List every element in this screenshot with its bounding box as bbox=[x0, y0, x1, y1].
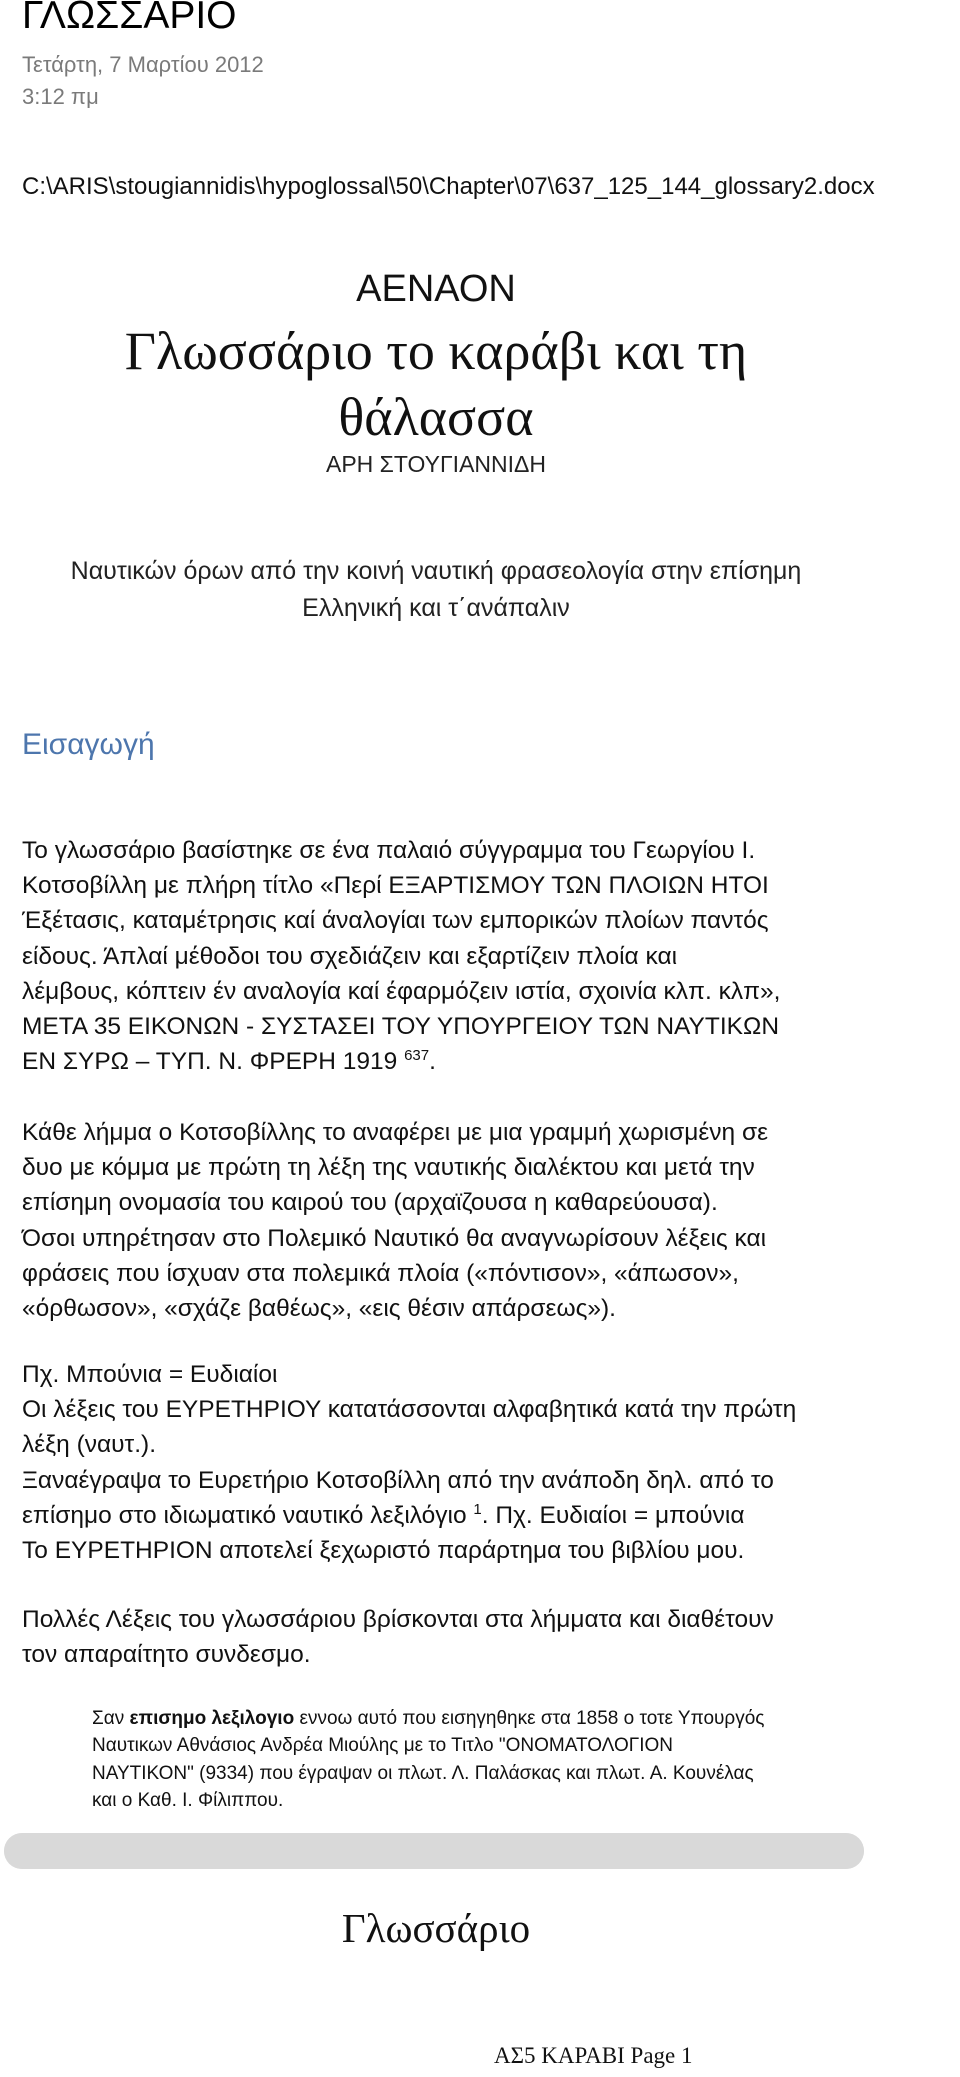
footnote-emphasis: επισημο λεξιλογιο bbox=[129, 1708, 295, 1729]
text-line: «όρθωσον», «σχάζε βαθέως», «εις θέσιν απάρσεως»). bbox=[22, 1295, 616, 1323]
text-line: Έξέτασις, καταμέτρησις καί άναλογίαι των εμπορικών πλοίων παντός bbox=[22, 907, 769, 935]
text-line: Κάθε λήμμα ο Κοτσοβίλλης το αναφέρει με μια γραμμή χωρισμένη σε bbox=[22, 1119, 768, 1146]
footnote-reference[interactable]: 1 bbox=[473, 1500, 482, 1518]
text-fragment: Σαν bbox=[92, 1708, 130, 1729]
page-title: ΓΛΩΣΣΑΡΙΟ bbox=[22, 0, 237, 37]
text-fragment: . bbox=[429, 1048, 436, 1076]
intro-paragraph-1 bbox=[22, 833, 872, 1079]
scrollbar-thumb[interactable] bbox=[4, 1833, 864, 1869]
footnote-line: και ο Καθ. Ι. Φίλιππου. bbox=[92, 1789, 284, 1811]
text-line: Οι λέξεις του ΕΥΡΕΤΗΡΙΟΥ κατατάσσονται αλφαβητικά κατά την πρώτη bbox=[22, 1396, 797, 1424]
intro-paragraph-2 bbox=[22, 1115, 872, 1326]
file-path-link[interactable]: C:\ARIS\stougiannidis\hypoglossal\50\Chapter\07\637_125_144_glossary2.docx bbox=[22, 173, 875, 200]
text-fragment: ΕΝ ΣΥΡΩ – ΤΥΠ. Ν. ΦΡΕΡΗ 1919 bbox=[22, 1048, 405, 1076]
text-line: ΜΕΤΑ 35 ΕΙΚΟΝΩΝ - ΣΥΣΤΑΣΕΙ ΤΟΥ ΥΠΟΥΡΓΕΙΟΥ ΤΩΝ ΝΑΥΤΙΚΩΝ bbox=[22, 1013, 780, 1041]
document-title-line-2: θάλασσα bbox=[338, 387, 534, 447]
text-fragment: εννοω αυτό που εισηγηθηκε στα 1858 ο τοτε Υπουργός bbox=[294, 1708, 765, 1729]
text-line: είδους. Άπλαί μέθοδοι του σχεδιάζειν και εξαρτίζειν πλοία και bbox=[22, 942, 678, 970]
footnote-line: ΝΑΥΤΙΚΟΝ" (9334) που έγραψαν οι πλωτ. Λ. Παλάσκας και πλωτ. Α. Κουνέλας bbox=[92, 1762, 754, 1784]
author-name: ΑΡΗ ΣΤΟΥΓΙΑΝΝΙΔΗ bbox=[325, 451, 546, 477]
document-title-line-1: Γλωσσάριο το καράβι και τη bbox=[124, 321, 748, 381]
intro-paragraph-3 bbox=[22, 1357, 872, 1568]
footnote-reference[interactable]: 637 bbox=[404, 1047, 430, 1065]
page-time: 3:12 πμ bbox=[22, 84, 99, 109]
text-line: λέξη (ναυτ.). bbox=[22, 1431, 156, 1459]
text-line: Κοτσοβίλλη με πλήρη τίτλο «Περί ΕΞΑΡΤΙΣΜΟΥ ΤΩΝ ΠΛΟΙΩΝ ΗΤΟΙ bbox=[22, 872, 769, 900]
footnote-line bbox=[92, 1705, 872, 1732]
text-line: Πολλές Λέξεις του γλωσσάριου βρίσκονται στα λήμματα και διαθέτουν bbox=[22, 1606, 774, 1633]
text-line bbox=[22, 1044, 872, 1079]
text-line: επίσημη ονομασία του καιρού του (αρχαϊζουσα η καθαρεύουσα). bbox=[22, 1189, 718, 1217]
text-line: Όσοι υπηρέτησαν στο Πολεμικό Ναυτικό θα αναγνωρίσουν λέξεις και bbox=[22, 1224, 767, 1252]
page-footer: ΑΣ5 ΚΑΡΑΒΙ Page 1 bbox=[494, 2043, 693, 2068]
text-fragment: επίσημο στο ιδιωματικό ναυτικό λεξιλόγιο bbox=[22, 1501, 474, 1529]
glossary-heading: Γλωσσάριο bbox=[341, 1905, 531, 1951]
intro-heading: Εισαγωγή bbox=[22, 728, 155, 761]
text-line: φράσεις που ίσχυαν στα πολεμικά πλοία («πόντισον», «άπωσον», bbox=[22, 1259, 739, 1287]
text-line bbox=[22, 1498, 872, 1533]
text-line: δυο με κόμμα με πρώτη τη λέξη της ναυτικής διαλέκτου και μετά την bbox=[22, 1154, 755, 1182]
document-title bbox=[0, 318, 872, 450]
intro-paragraph-4 bbox=[22, 1602, 872, 1672]
cover-overline: ΑΕΝΑΟΝ bbox=[356, 268, 516, 310]
footnote bbox=[92, 1705, 872, 1814]
document-subtitle bbox=[0, 553, 872, 627]
text-line: τον απαραίτητο συνδεσμο. bbox=[22, 1641, 311, 1669]
text-line: Το ΕΥΡΕΤΗΡΙΟΝ αποτελεί ξεχωριστό παράρτημα του βιβλίου μου. bbox=[22, 1537, 745, 1565]
text-line: Ξαναέγραψα το Ευρετήριο Κοτσοβίλλη από την ανάποδη δηλ. από το bbox=[22, 1466, 774, 1494]
text-line: Πχ. Μπούνια = Ευδιαίοι bbox=[22, 1361, 278, 1388]
footnote-line: Ναυτικων Αθνάσιος Ανδρέα Μιούλης με το Τιτλο "ΟΝΟΜΑΤΟΛΟΓΙΟΝ bbox=[92, 1735, 673, 1757]
page-date: Τετάρτη, 7 Μαρτίου 2012 bbox=[22, 52, 264, 77]
text-fragment: . Πχ. Ευδιαίοι = μπούνια bbox=[481, 1501, 745, 1529]
text-line: λέμβους, κόπτειν έν αναλογία καί έφαρμόζειν ιστία, σχοινία κλπ. κλπ», bbox=[22, 977, 781, 1005]
horizontal-scrollbar[interactable] bbox=[4, 1833, 864, 1869]
text-line: Το γλωσσάριο βασίστηκε σε ένα παλαιό σύγγραμμα του Γεωργίου Ι. bbox=[22, 837, 756, 864]
subtitle-line-1: Ναυτικών όρων από την κοινή ναυτική φρασεολογία στην επίσημη bbox=[70, 557, 802, 585]
subtitle-line-2: Ελληνική και τ΄ανάπαλιν bbox=[302, 594, 570, 622]
